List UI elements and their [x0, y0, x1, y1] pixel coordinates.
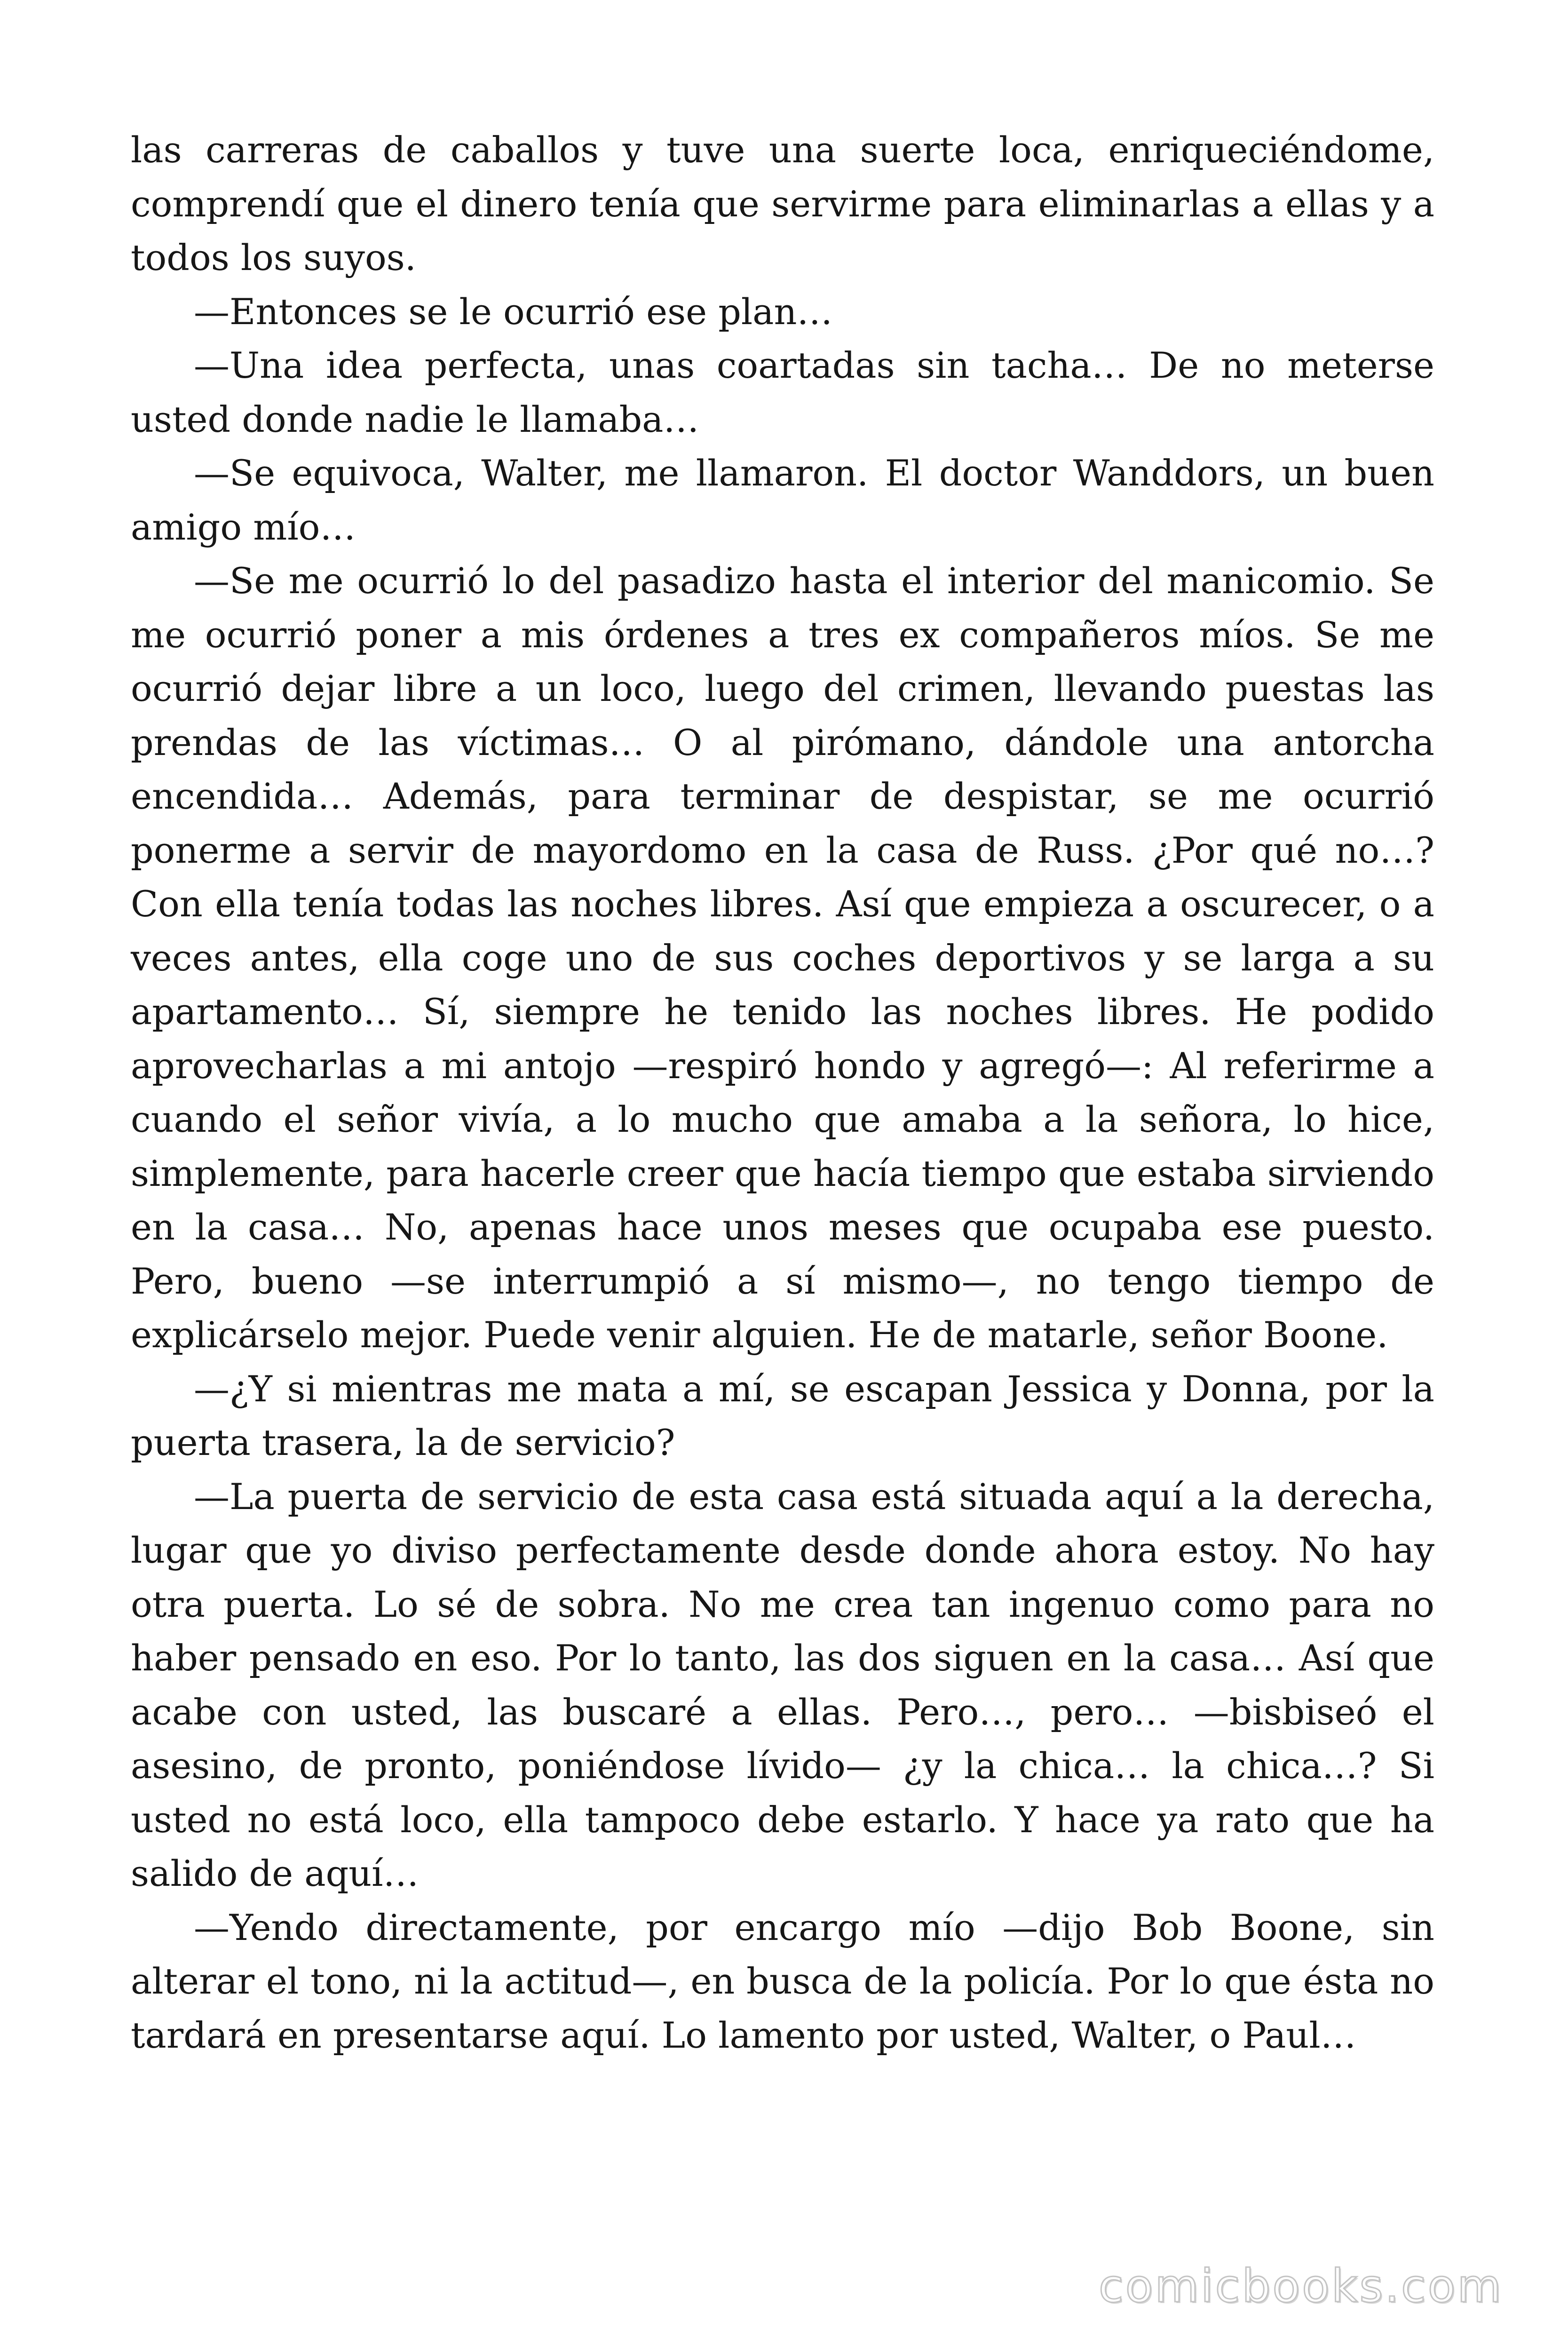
- paragraph-4: —Se equivoca, Walter, me llamaron. El doctor Wanddors, un buen amigo mío…: [131, 452, 1434, 548]
- watermark-logo: comicbooks.com: [1098, 2260, 1503, 2312]
- paragraph-8: —Yendo directamente, por encargo mío —dijo Bob Boone, sin alterar el tono, ni la actitud—, en busca de la policía. Por lo que ésta no tardará en presentarse aquí. Lo lamento por usted, Walter, o Paul…: [131, 1906, 1434, 2056]
- paragraph-5: —Se me ocurrió lo del pasadizo hasta el interior del manicomio. Se me ocurrió poner a mis órdenes a tres ex compañeros míos. Se me ocurrió dejar libre a un loco, luego del crimen, llevando puestas las prendas de las víctimas… O al pirómano, dándole una antorcha encendida… Además, para terminar de despistar, se me ocurrió ponerme a servir de mayordomo en la casa de Russ. ¿Por qué no…? Con ella tenía todas las noches libres. Así que empieza a oscurecer, o a veces antes, ella coge uno de sus coches deportivos y se larga a su apartamento… Sí, siempre he tenido las noches libres. He podido aprovecharlas a mi antojo —respiró hondo y agregó—: Al referirme a cuando el señor vivía, a lo mucho que amaba a la señora, lo hice, simplemente, para hacerle creer que hacía tiempo que estaba sirviendo en la casa… No, apenas hace unos meses que ocupaba ese puesto. Pero, bueno —se interrumpió a sí mismo—, no tengo tiempo de explicárselo mejor. Puede venir alguien. He de matarle, señor Boone.: [131, 560, 1434, 1356]
- paragraph-7: —La puerta de servicio de esta casa está situada aquí a la derecha, lugar que yo diviso perfectamente desde donde ahora estoy. No hay otra puerta. Lo sé de sobra. No me crea tan ingenuo como para no haber pensado en eso. Por lo tanto, las dos siguen en la casa… Así que acabe con usted, las buscaré a ellas. Pero…, pero… —bisbiseó el asesino, de pronto, poniéndose lívido— ¿y la chica… la chica…? Si usted no está loco, ella tampoco debe estarlo. Y hace ya rato que ha salido de aquí…: [131, 1475, 1434, 1894]
- paragraph-3: —Una idea perfecta, unas coartadas sin tacha… De no meterse usted donde nadie le llamaba…: [131, 344, 1434, 440]
- paragraph-6: —¿Y si mientras me mata a mí, se escapan Jessica y Donna, por la puerta trasera, la de servicio?: [131, 1367, 1434, 1463]
- book-page-text: [131, 123, 1434, 2062]
- paragraph-1: las carreras de caballos y tuve una suerte loca, enriqueciéndome, comprendí que el dinero tenía que servirme para eliminarlas a ellas y a todos los suyos.: [131, 129, 1434, 278]
- paragraph-2: —Entonces se le ocurrió ese plan…: [194, 290, 833, 333]
